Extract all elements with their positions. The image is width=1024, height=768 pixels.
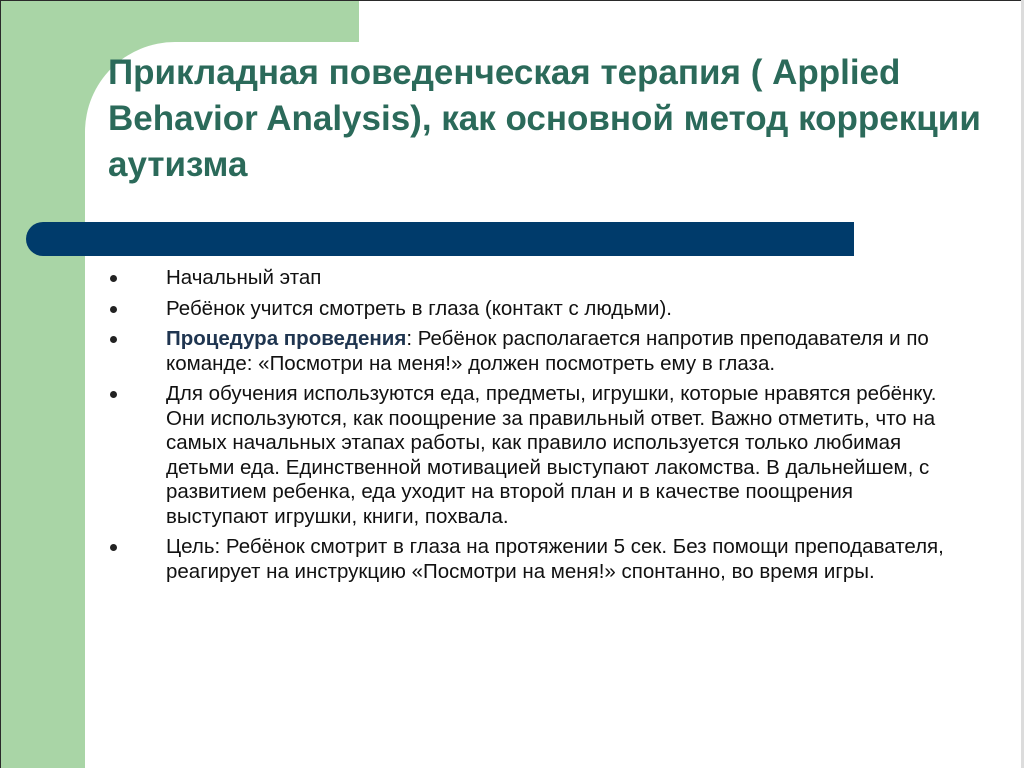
list-item <box>110 266 950 291</box>
frame-border-top <box>0 0 1024 1</box>
list-item <box>110 535 950 584</box>
item-text: Цель: Ребёнок смотрит в глаза на протяжении 5 сек. Без помощи преподавателя, реагирует на инструкцию «Посмотри на меня!» спонтанно, во время игры. <box>166 535 944 583</box>
list-item <box>110 297 950 322</box>
item-lead: Процедура проведения <box>166 327 407 350</box>
bullet-list <box>110 266 950 590</box>
title-underline-bar <box>26 222 854 256</box>
bullet-icon <box>110 336 117 343</box>
slide-title: Прикладная поведенческая терапия ( Applied Behavior Analysis), как основной метод коррекции аутизма <box>108 53 981 184</box>
bullet-icon <box>110 391 117 398</box>
item-text: : Ребёнок располагается напротив преподавателя и по команде: «Посмотри на меня!» должен посмотреть ему в глаза. <box>166 327 929 375</box>
frame-border-left <box>0 0 1 768</box>
bullet-icon <box>110 275 117 282</box>
bullet-icon <box>110 544 117 551</box>
item-text: Для обучения используются еда, предметы, игрушки, которые нравятся ребёнку. Они используются, как поощрение за правильный ответ. Важно отметить, что на самых начальных этапах работы, как правило используется только любимая детьми еда. Единственной мотивацией выступают лакомства. В дальнейшем, с развитием ребенка, еда уходит на второй план и в качестве поощрения выступают игрушки, книги, похвала. <box>166 382 937 528</box>
green-accent-left <box>1 0 85 768</box>
item-text: Ребёнок учится смотреть в глаза (контакт с людьми). <box>166 296 673 320</box>
item-text: Начальный этап <box>166 266 322 289</box>
list-item <box>110 327 950 376</box>
list-item <box>110 382 950 529</box>
bullet-icon <box>110 306 117 313</box>
